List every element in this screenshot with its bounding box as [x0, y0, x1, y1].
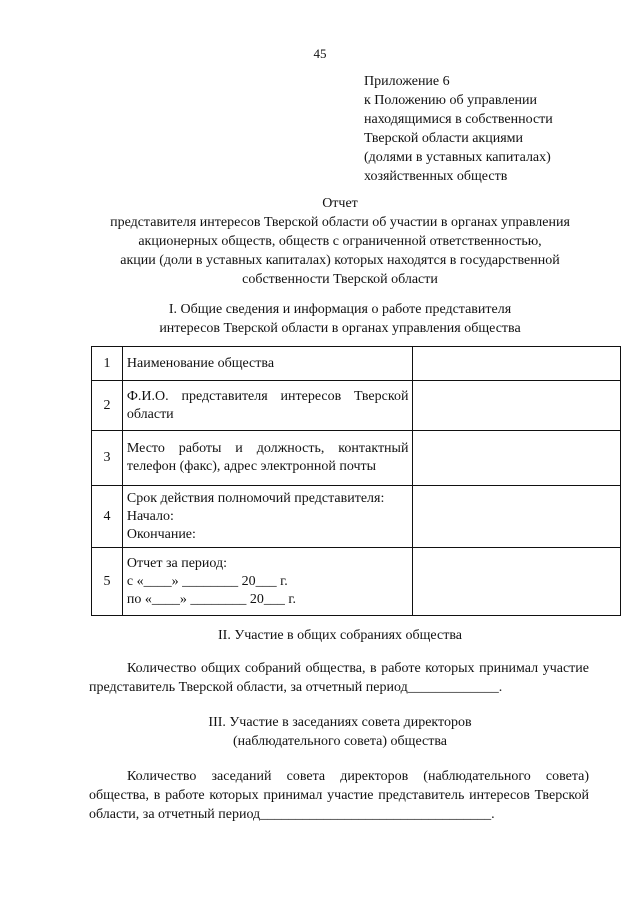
row-value-cell [413, 486, 621, 548]
row-line: Отчет за период: [126, 555, 228, 571]
row-description [122, 431, 413, 486]
appendix-line: к Положению об управлении [364, 93, 537, 108]
section-1-title [60, 300, 620, 338]
title-line: собственности Тверской области [242, 272, 438, 287]
row-value-cell [413, 347, 621, 381]
row-value-cell [413, 381, 621, 431]
section-title-line: (наблюдательного совета) общества [233, 734, 447, 749]
row-line: Окончание: [126, 526, 196, 542]
appendix-header [364, 72, 553, 186]
section-title-line: III. Участие в заседаниях совета директоров [208, 715, 472, 730]
row-number: 5 [92, 548, 123, 616]
row-number: 1 [92, 347, 123, 381]
table-row [92, 431, 621, 486]
row-description [122, 381, 413, 431]
title-line: Отчет [322, 196, 358, 211]
general-info-table [91, 346, 621, 616]
section-title-line: I. Общие сведения и информация о работе представителя [168, 302, 512, 317]
appendix-line: (долями в уставных капиталах) [364, 150, 551, 165]
row-line: по «____» ________ 20___ г. [126, 591, 297, 607]
row-line: Место работы и должность, контактный телефон (факс), адрес электронной почты [126, 441, 409, 474]
row-line: Наименование общества [126, 355, 275, 371]
section-3-title [60, 713, 620, 751]
title-line: акции (доли в уставных капиталах) которых находятся в государственной [120, 253, 560, 268]
title-line: представителя интересов Тверской области об участии в органах управления [110, 215, 570, 230]
title-line: акционерных обществ, обществ с ограниченной ответственностью, [138, 234, 542, 249]
section-2-title: II. Участие в общих собраниях общества [218, 628, 462, 643]
row-value-cell [413, 548, 621, 616]
row-number: 3 [92, 431, 123, 486]
table-row [92, 347, 621, 381]
appendix-line: хозяйственных обществ [364, 169, 508, 184]
section-title-line: интересов Тверской области в органах управления общества [159, 321, 521, 336]
section-3-paragraph: Количество заседаний совета директоров (наблюдательного совета) общества, в работе которых принимал участие представитель интересов Тверской области, за отчетный период_________________________________. [89, 769, 589, 822]
table-row [92, 381, 621, 431]
row-line: Начало: [126, 508, 174, 524]
page-number: 45 [313, 46, 327, 61]
row-description [122, 548, 413, 616]
appendix-line: Тверской области акциями [364, 131, 523, 146]
row-line: с «____» ________ 20___ г. [126, 573, 288, 589]
row-description [122, 347, 413, 381]
appendix-line: Приложение 6 [364, 74, 450, 89]
section-2-paragraph: Количество общих собраний общества, в работе которых принимал участие представитель Тверской области, за отчетный период_____________. [89, 661, 589, 695]
row-description [122, 486, 413, 548]
row-line: Срок действия полномочий представителя: [126, 490, 385, 506]
document-title [60, 194, 620, 289]
row-number: 2 [92, 381, 123, 431]
table-row [92, 548, 621, 616]
appendix-line: находящимися в собственности [364, 112, 553, 127]
row-value-cell [413, 431, 621, 486]
row-line: Ф.И.О. представителя интересов Тверской области [126, 388, 409, 422]
row-number: 4 [92, 486, 123, 548]
table-row [92, 486, 621, 548]
